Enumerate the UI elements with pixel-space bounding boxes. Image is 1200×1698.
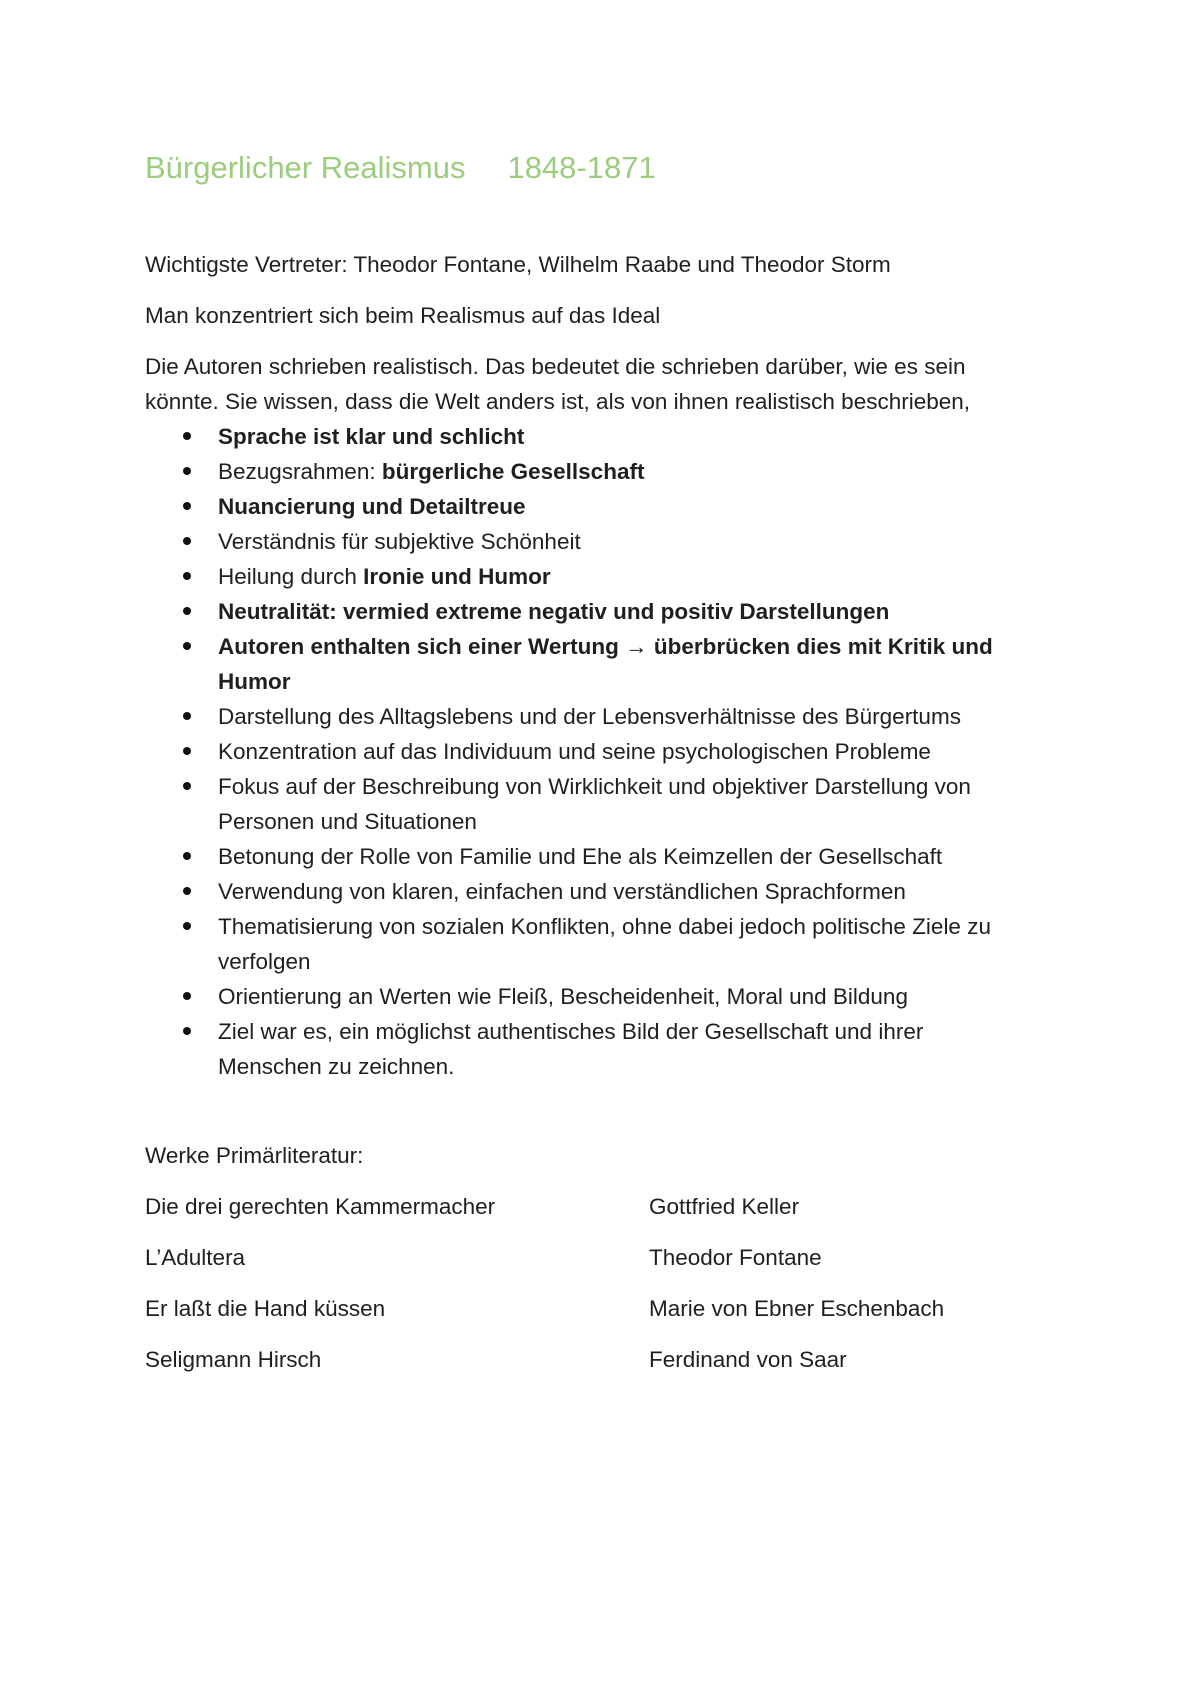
list-item [145, 489, 1065, 524]
bullet-icon [183, 887, 191, 895]
bullet-icon [183, 1027, 191, 1035]
works-table [145, 1189, 1065, 1377]
work-title: L’Adultera [145, 1245, 246, 1270]
autoren-paragraph [145, 349, 1065, 419]
arrow-right-icon: → [625, 634, 648, 659]
list-item [145, 524, 1065, 559]
work-row [145, 1291, 1065, 1326]
title-years: 1848-1871 [507, 150, 656, 185]
list-item-bold: Neutralität: vermied extreme negativ und positiv Darstellungen [218, 599, 890, 624]
page-title [145, 146, 1065, 190]
list-item-bold: Sprache ist klar und schlicht [218, 424, 525, 449]
list-item [145, 769, 1065, 839]
list-item [145, 874, 1065, 909]
work-author: Gottfried Keller [649, 1194, 800, 1219]
bullet-icon [183, 607, 191, 615]
vertreter-paragraph: Wichtigste Vertreter: Theodor Fontane, Wilhelm Raabe und Theodor Storm [145, 252, 891, 277]
list-item-bold: Ironie und Humor [363, 564, 551, 589]
list-item [145, 734, 1065, 769]
list-item [145, 559, 1065, 594]
bullet-icon [183, 432, 191, 440]
list-item [145, 909, 1065, 979]
title-text: Bürgerlicher Realismus [145, 150, 466, 185]
bullet-icon [183, 502, 191, 510]
bullet-icon [183, 642, 191, 650]
list-item-text: Ziel war es, ein möglichst authentisches Bild der Gesellschaft und ihrer [218, 1019, 924, 1044]
work-title: Er laßt die Hand küssen [145, 1296, 386, 1321]
features-list [145, 699, 1065, 1084]
list-item-bold: Autoren enthalten sich einer Wertung [218, 634, 626, 659]
list-item-text: Betonung der Rolle von Familie und Ehe als Keimzellen der Gesellschaft [218, 844, 943, 869]
list-item [145, 629, 1065, 699]
work-author: Ferdinand von Saar [649, 1347, 847, 1372]
list-item-bold: überbrücken dies mit Kritik und [647, 634, 993, 659]
list-item-text: Orientierung an Werten wie Fleiß, Bescheidenheit, Moral und Bildung [218, 984, 908, 1009]
list-item [145, 454, 1065, 489]
list-item-text: Konzentration auf das Individuum und seine psychologischen Probleme [218, 739, 931, 764]
list-item-text: Fokus auf der Beschreibung von Wirklichkeit und objektiver Darstellung von [218, 774, 971, 799]
list-item [145, 839, 1065, 874]
bullet-icon [183, 992, 191, 1000]
list-item [145, 979, 1065, 1014]
work-row [145, 1240, 1065, 1275]
list-item-text: Heilung durch [218, 564, 364, 589]
bullet-icon [183, 712, 191, 720]
document-content [145, 146, 1065, 1393]
work-author: Marie von Ebner Eschenbach [649, 1296, 945, 1321]
work-row [145, 1189, 1065, 1224]
list-item [145, 594, 1065, 629]
list-item-bold: Humor [218, 669, 291, 694]
work-author: Theodor Fontane [649, 1245, 822, 1270]
characteristics-list [145, 419, 1065, 699]
list-item-text: Personen und Situationen [218, 809, 477, 834]
bullet-icon [183, 572, 191, 580]
list-item-text: Thematisierung von sozialen Konflikten, ohne dabei jedoch politische Ziele zu [218, 914, 991, 939]
list-item-text: Bezugsrahmen: [218, 459, 382, 484]
bullet-icon [183, 852, 191, 860]
werke-heading: Werke Primärliteratur: [145, 1143, 364, 1168]
list-item-bold: Nuancierung und Detailtreue [218, 494, 526, 519]
work-title: Seligmann Hirsch [145, 1347, 322, 1372]
ideal-paragraph: Man konzentriert sich beim Realismus auf das Ideal [145, 303, 661, 328]
work-title: Die drei gerechten Kammermacher [145, 1194, 496, 1219]
bullet-icon [183, 922, 191, 930]
bullet-icon [183, 782, 191, 790]
autoren-line-1: Die Autoren schrieben realistisch. Das bedeutet die schrieben darüber, wie es sein [145, 354, 966, 379]
list-item-text: Verwendung von klaren, einfachen und verständlichen Sprachformen [218, 879, 906, 904]
autoren-line-2: könnte. Sie wissen, dass die Welt anders ist, als von ihnen realistisch beschrieben, [145, 389, 971, 414]
list-item [145, 699, 1065, 734]
list-item [145, 419, 1065, 454]
list-item-bold: bürgerliche Gesellschaft [381, 459, 645, 484]
bullet-icon [183, 537, 191, 545]
work-row [145, 1342, 1065, 1377]
list-item-text: Menschen zu zeichnen. [218, 1054, 455, 1079]
bullet-icon [183, 467, 191, 475]
bullet-icon [183, 747, 191, 755]
list-item-text: Darstellung des Alltagslebens und der Lebensverhältnisse des Bürgertums [218, 704, 961, 729]
list-item-text: verfolgen [218, 949, 311, 974]
list-item-text: Verständnis für subjektive Schönheit [218, 529, 581, 554]
list-item [145, 1014, 1065, 1084]
